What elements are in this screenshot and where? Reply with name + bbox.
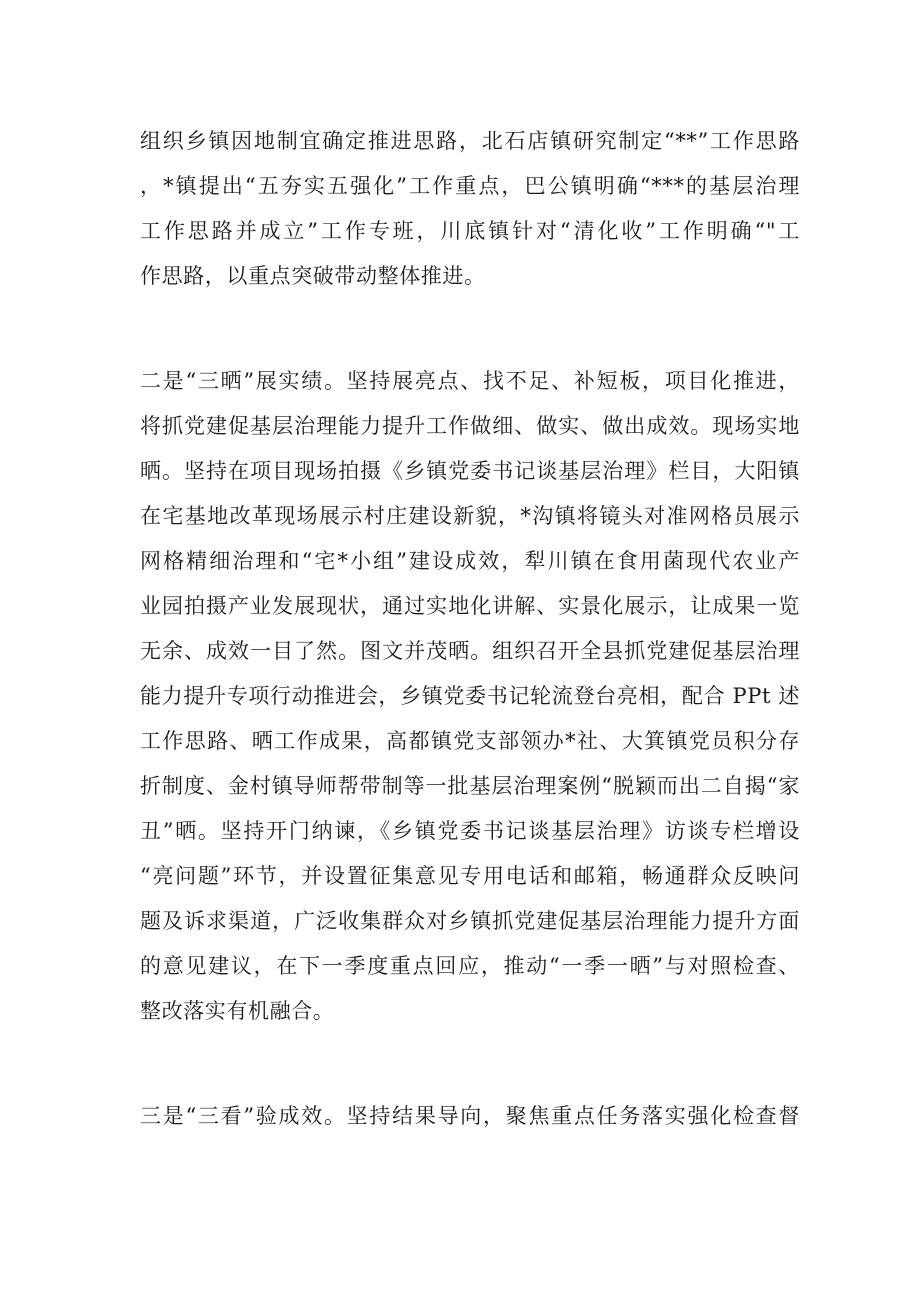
paragraph-2-line-8: 能力提升专项行动推进会，乡镇党委书记轮流登台亮相，配合 PPt 述 — [140, 684, 800, 708]
paragraph-3-line-1: 三是“三看”验成效。坚持结果导向，聚焦重点任务落实强化检查督 — [140, 1104, 800, 1128]
paragraph-2-line-6: 业园拍摄产业发展现状，通过实地化讲解、实景化展示，让成果一览 — [140, 594, 800, 618]
paragraph-1-line-3: 工作思路并成立”工作专班，川底镇针对“清化收”工作明确“"工 — [140, 219, 800, 243]
paragraph-1-line-1: 组织乡镇因地制宜确定推进思路，北石店镇研究制定“**”工作思路 — [140, 129, 800, 153]
paragraph-2-line-4: 在宅基地改革现场展示村庄建设新貌，*沟镇将镜头对准网格员展示 — [140, 504, 800, 528]
paragraph-2-line-14: 的意见建议，在下一季度重点回应，推动“一季一晒”与对照检查、 — [140, 954, 800, 978]
paragraph-2-line-5: 网格精细治理和“宅*小组”建设成效，犁川镇在食用菌现代农业产 — [140, 549, 800, 573]
paragraph-2-line-1: 二是“三晒”展实绩。坚持展亮点、找不足、补短板，项目化推进， — [140, 369, 800, 393]
paragraph-2-line-9: 工作思路、晒工作成果，高都镇党支部领办*社、大箕镇党员积分存 — [140, 729, 800, 753]
paragraph-2-line-3: 晒。坚持在项目现场拍摄《乡镇党委书记谈基层治理》栏目，大阳镇 — [140, 459, 800, 483]
paragraph-1-line-2: ，*镇提出“五夯实五强化”工作重点，巴公镇明确“***的基层治理 — [140, 174, 800, 198]
paragraph-2-line-2: 将抓党建促基层治理能力提升工作做细、做实、做出成效。现场实地 — [140, 414, 800, 438]
paragraph-2-line-15: 整改落实有机融合。 — [140, 999, 335, 1023]
paragraph-2-line-13: 题及诉求渠道，广泛收集群众对乡镇抓党建促基层治理能力提升方面 — [140, 909, 800, 933]
paragraph-2-line-12: “亮问题”环节，并设置征集意见专用电话和邮箱，畅通群众反映问 — [140, 864, 800, 888]
paragraph-2-line-10: 折制度、金村镇导师帮带制等一批基层治理案例“脱颖而出二自揭“家 — [140, 774, 800, 798]
paragraph-2-line-11: 丑”晒。坚持开门纳谏，《乡镇党委书记谈基层治理》访谈专栏增设 — [140, 819, 800, 843]
paragraph-2-line-7: 无余、成效一目了然。图文并茂晒。组织召开全县抓党建促基层治理 — [140, 639, 800, 663]
paragraph-1-line-4: 作思路，以重点突破带动整体推进。 — [140, 264, 486, 288]
